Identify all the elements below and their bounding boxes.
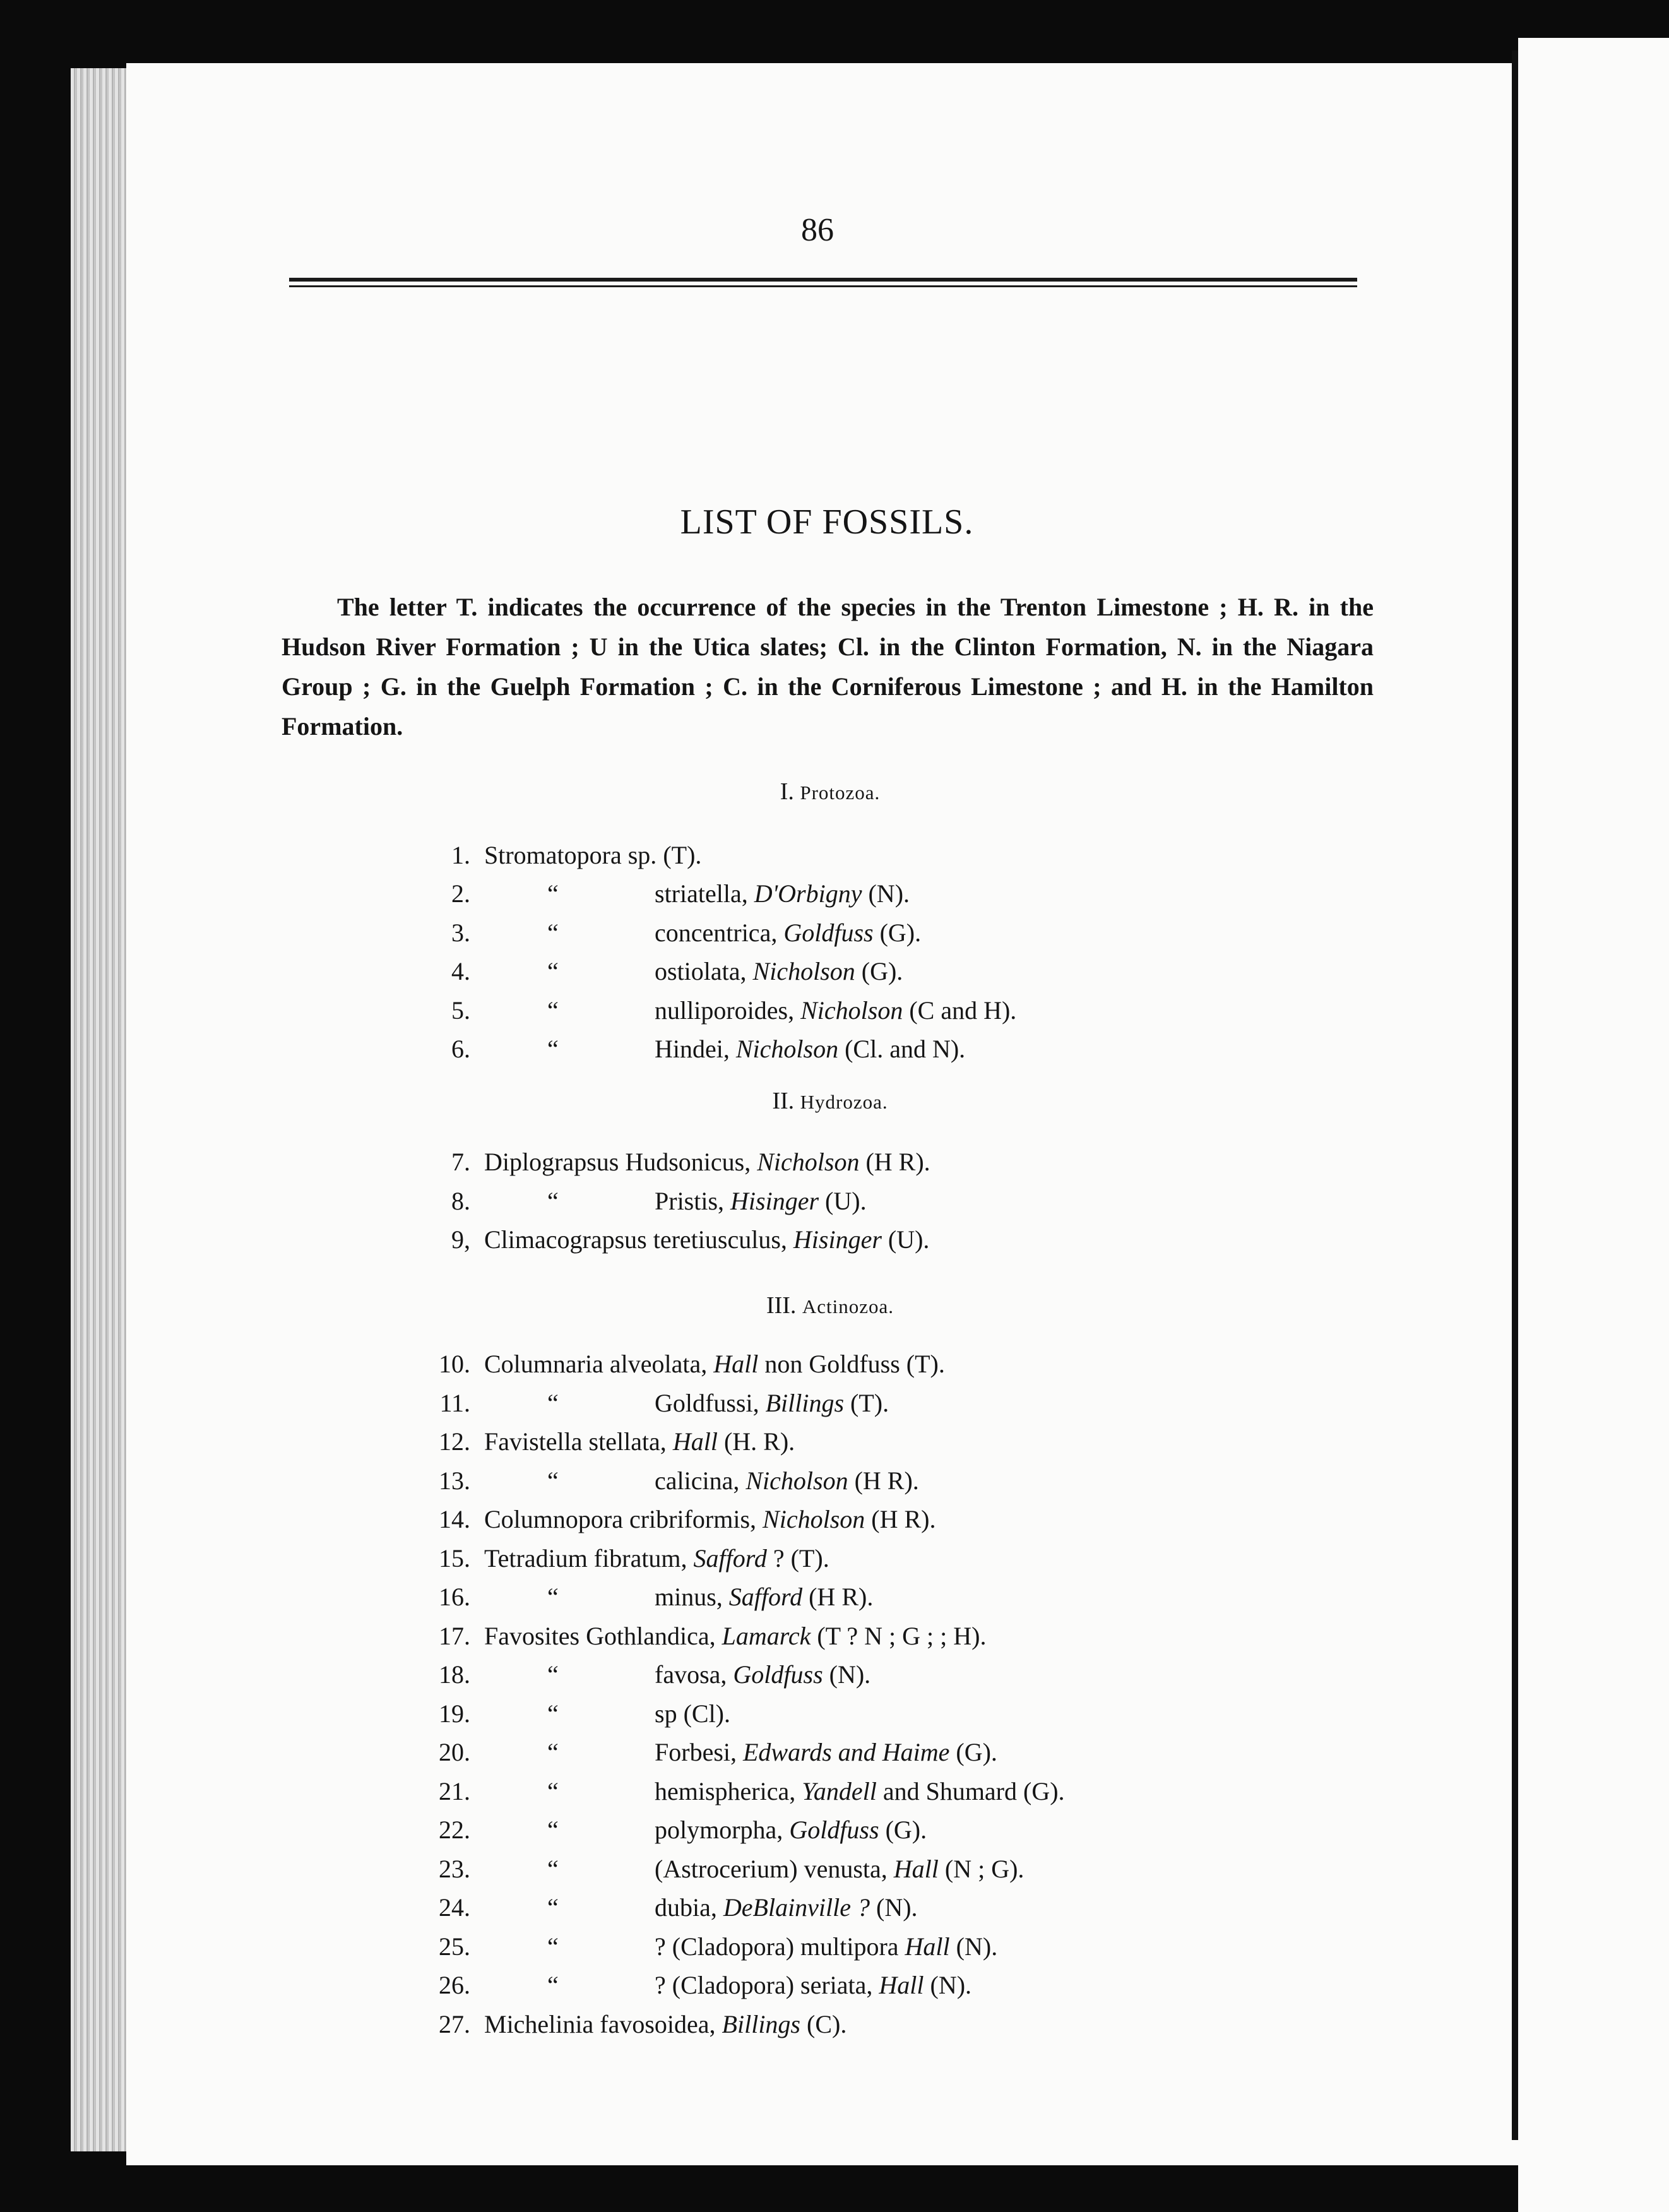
author-name: Nicholson bbox=[729, 1035, 839, 1063]
species-name: teretiusculus, bbox=[646, 1225, 787, 1254]
entry-text bbox=[484, 1504, 936, 1534]
species-name: striatella, bbox=[655, 879, 748, 908]
formation-code: and Shumard (G). bbox=[876, 1777, 1065, 1805]
author-name: DeBlainville ? bbox=[716, 1893, 870, 1922]
entry-text bbox=[484, 879, 910, 908]
entry-number: 19. bbox=[439, 1699, 470, 1728]
ditto-mark: “ bbox=[547, 1893, 559, 1922]
list-item bbox=[0, 1932, 1515, 1963]
entry-number: 16. bbox=[439, 1583, 470, 1611]
ditto-mark: “ bbox=[547, 1035, 559, 1063]
author-name: Billings bbox=[759, 1389, 845, 1417]
entry-number: 5. bbox=[451, 996, 470, 1025]
species-name: ? (Cladopora) multipora bbox=[655, 1932, 899, 1961]
species-name: Hindei, bbox=[655, 1035, 730, 1063]
formation-code: (H R). bbox=[859, 1148, 930, 1176]
entry-number: 10. bbox=[439, 1350, 470, 1378]
author-name: Hisinger bbox=[787, 1225, 882, 1254]
entry-number: 2. bbox=[451, 879, 470, 908]
author-name: Edwards and Haime bbox=[737, 1738, 950, 1766]
species-name: ? (Cladopora) seriata, bbox=[655, 1971, 873, 1999]
species-name: Pristis, bbox=[655, 1187, 725, 1215]
formation-code: (H R). bbox=[865, 1505, 936, 1533]
ditto-mark: “ bbox=[547, 1389, 559, 1417]
ditto-mark: “ bbox=[547, 879, 559, 908]
entry-text bbox=[484, 2009, 846, 2039]
genus-name: Michelinia favosoidea, bbox=[484, 2010, 716, 2038]
formation-code: (G). bbox=[879, 1816, 927, 1844]
entry-text bbox=[484, 996, 1016, 1025]
author-name: Safford bbox=[722, 1583, 803, 1611]
entry-text bbox=[484, 956, 903, 986]
author-name: Goldfuss bbox=[727, 1660, 823, 1689]
author-name: Lamarck bbox=[715, 1622, 811, 1650]
formation-code: (N). bbox=[949, 1932, 998, 1961]
entry-number: 9, bbox=[451, 1225, 470, 1254]
entry-number: 25. bbox=[439, 1932, 470, 1961]
species-name: calicina, bbox=[655, 1466, 740, 1495]
list-item bbox=[0, 1582, 1515, 1614]
list-item bbox=[0, 996, 1515, 1027]
author-name: Yandell bbox=[795, 1777, 877, 1805]
entry-number: 13. bbox=[439, 1466, 470, 1495]
author-name: Goldfuss bbox=[783, 1816, 879, 1844]
genus-name: Stromatopora sp. bbox=[484, 841, 657, 869]
author-name: Goldfuss bbox=[777, 919, 874, 947]
formation-code: (N). bbox=[870, 1893, 918, 1922]
list-item bbox=[0, 1970, 1515, 2002]
author-name: Hall bbox=[898, 1932, 950, 1961]
ditto-mark: “ bbox=[547, 1187, 559, 1215]
section-name: Actinozoa. bbox=[802, 1295, 894, 1317]
ditto-mark: “ bbox=[547, 919, 559, 947]
list-item bbox=[0, 1034, 1515, 1066]
author-name: D'Orbigny bbox=[747, 879, 862, 908]
list-item bbox=[0, 840, 1515, 872]
entry-number: 3. bbox=[451, 919, 470, 947]
entry-text bbox=[484, 918, 921, 948]
species-name: dubia, bbox=[655, 1893, 717, 1922]
species-name: minus, bbox=[655, 1583, 723, 1611]
ditto-mark: “ bbox=[547, 1855, 559, 1883]
entry-number: 12. bbox=[439, 1427, 470, 1456]
author-name: Nicholson bbox=[751, 1148, 860, 1176]
entry-text bbox=[484, 1893, 918, 1922]
author-name: Billings bbox=[715, 2010, 800, 2038]
species-name: Hudsonicus, bbox=[619, 1148, 751, 1176]
entry-number: 4. bbox=[451, 957, 470, 985]
section-roman: I. bbox=[780, 778, 794, 805]
formation-code: (C). bbox=[800, 2010, 847, 2038]
formation-code: non Goldfuss (T). bbox=[758, 1350, 945, 1378]
author-name: Hall bbox=[887, 1855, 939, 1883]
entry-text bbox=[484, 1660, 870, 1689]
entry-text bbox=[484, 1349, 945, 1379]
species-name: ostiolata, bbox=[655, 957, 747, 985]
entry-text bbox=[484, 1621, 986, 1651]
genus-name: Diplograpsus bbox=[484, 1148, 619, 1176]
formation-code: (H R). bbox=[848, 1466, 919, 1495]
formation-code: (T). bbox=[844, 1389, 889, 1417]
formation-code: (G). bbox=[873, 919, 922, 947]
entry-text bbox=[484, 1932, 997, 1961]
entry-number: 20. bbox=[439, 1738, 470, 1766]
ditto-mark: “ bbox=[547, 996, 559, 1025]
entry-number: 17. bbox=[439, 1622, 470, 1650]
author-name: Nicholson bbox=[756, 1505, 865, 1533]
entry-text bbox=[484, 1186, 867, 1216]
formation-code: (N). bbox=[823, 1660, 871, 1689]
section-heading-protozoa bbox=[0, 778, 1660, 806]
species-name: nulliporoides, bbox=[655, 996, 795, 1025]
species-name: sp (Cl). bbox=[655, 1699, 730, 1728]
list-item bbox=[0, 1225, 1515, 1256]
author-name: Nicholson bbox=[739, 1466, 848, 1495]
facing-page-edge bbox=[1518, 38, 1669, 2212]
list-item bbox=[0, 956, 1515, 988]
entry-number: 8. bbox=[451, 1187, 470, 1215]
formation-code: (H R). bbox=[802, 1583, 874, 1611]
list-item bbox=[0, 879, 1515, 910]
species-name: Forbesi, bbox=[655, 1738, 737, 1766]
author-name: Nicholson bbox=[794, 996, 903, 1025]
formation-code: (C and H). bbox=[903, 996, 1017, 1025]
intro-paragraph: The letter T. indicates the occurrence of the species in the Trenton Limestone ; H. R. in the Hudson River Formation ; U in the Utica slates; Cl. in the Clinton Formation, N. in the Niagara Group ; G. in the Guelph Formation ; C. in the Corniferous Limestone ; and H. in the Hamilton Formation. bbox=[282, 593, 1374, 740]
list-item bbox=[0, 1737, 1515, 1769]
genus-name: Columnaria alveolata, bbox=[484, 1350, 708, 1378]
ditto-mark: “ bbox=[547, 1699, 559, 1728]
formation-code: (N ; G). bbox=[938, 1855, 1025, 1883]
list-item bbox=[0, 1815, 1515, 1846]
author-name: Hall bbox=[872, 1971, 924, 1999]
author-name: Hall bbox=[666, 1427, 718, 1456]
genus-name: Climacograpsus bbox=[484, 1225, 647, 1254]
entry-number: 24. bbox=[439, 1893, 470, 1922]
entry-text bbox=[484, 1582, 873, 1612]
formation-code: (Cl. and N). bbox=[838, 1035, 966, 1063]
entry-number: 22. bbox=[439, 1816, 470, 1844]
list-item bbox=[0, 1854, 1515, 1886]
entry-text bbox=[484, 1970, 971, 2000]
ditto-mark: “ bbox=[547, 1660, 559, 1689]
entry-text bbox=[484, 1427, 795, 1456]
entry-text bbox=[484, 1466, 919, 1495]
species-name: hemispherica, bbox=[655, 1777, 796, 1805]
formation-code: (N). bbox=[924, 1971, 972, 1999]
formation-code: (T ? N ; G ; ; H). bbox=[811, 1622, 987, 1650]
section-roman: III. bbox=[766, 1292, 797, 1319]
entry-number: 23. bbox=[439, 1855, 470, 1883]
entry-number: 6. bbox=[451, 1035, 470, 1063]
entry-text bbox=[484, 1737, 997, 1767]
list-item bbox=[0, 918, 1515, 949]
ditto-mark: “ bbox=[547, 957, 559, 985]
list-item bbox=[0, 1186, 1515, 1218]
entry-number: 15. bbox=[439, 1544, 470, 1573]
entry-number: 18. bbox=[439, 1660, 470, 1689]
entry-text bbox=[484, 1815, 927, 1845]
list-item bbox=[0, 2009, 1515, 2041]
list-item bbox=[0, 1349, 1515, 1381]
entry-text bbox=[484, 1034, 965, 1064]
formation-code: (U). bbox=[881, 1225, 930, 1254]
genus-name: Tetradium fibratum, bbox=[484, 1544, 687, 1573]
page-title: LIST OF FOSSILS. bbox=[680, 502, 974, 542]
formation-code: (G). bbox=[855, 957, 903, 985]
species-name: concentrica, bbox=[655, 919, 778, 947]
entry-number: 11. bbox=[439, 1389, 470, 1417]
section-name: Protozoa. bbox=[800, 782, 881, 804]
entry-text bbox=[484, 840, 701, 870]
list-item bbox=[0, 1147, 1515, 1179]
list-item bbox=[0, 1543, 1515, 1575]
list-item bbox=[0, 1660, 1515, 1691]
list-item bbox=[0, 1776, 1515, 1808]
list-item bbox=[0, 1699, 1515, 1730]
ditto-mark: “ bbox=[547, 1777, 559, 1805]
entry-text bbox=[484, 1225, 929, 1254]
entry-number: 1. bbox=[451, 841, 470, 869]
section-name: Hydrozoa. bbox=[800, 1091, 888, 1113]
ditto-mark: “ bbox=[547, 1816, 559, 1844]
list-item bbox=[0, 1621, 1515, 1653]
section-roman: II. bbox=[772, 1088, 795, 1114]
header-rule-thin bbox=[289, 285, 1357, 287]
list-item bbox=[0, 1504, 1515, 1536]
species-name: (Astrocerium) venusta, bbox=[655, 1855, 888, 1883]
entry-text bbox=[484, 1147, 930, 1177]
entry-text bbox=[484, 1543, 829, 1573]
page-number: 86 bbox=[801, 212, 834, 248]
formation-code: (N). bbox=[862, 879, 910, 908]
author-name: Hall bbox=[707, 1350, 759, 1378]
entry-number: 14. bbox=[439, 1505, 470, 1533]
list-item bbox=[0, 1466, 1515, 1497]
entry-number: 27. bbox=[439, 2010, 470, 2038]
author-name: Safford bbox=[687, 1544, 767, 1573]
entry-number: 21. bbox=[439, 1777, 470, 1805]
header-rule bbox=[289, 278, 1357, 282]
genus-name: Columnopora cribriformis, bbox=[484, 1505, 757, 1533]
section-heading-hydrozoa bbox=[0, 1087, 1660, 1115]
section-heading-actinozoa bbox=[0, 1292, 1660, 1319]
formation-code: (G). bbox=[949, 1738, 997, 1766]
species-name: favosa, bbox=[655, 1660, 727, 1689]
entry-text bbox=[484, 1854, 1024, 1884]
ditto-mark: “ bbox=[547, 1583, 559, 1611]
formation-code: ? (T). bbox=[766, 1544, 829, 1573]
ditto-mark: “ bbox=[547, 1738, 559, 1766]
genus-name: Favistella stellata, bbox=[484, 1427, 667, 1456]
entry-number: 7. bbox=[451, 1148, 470, 1176]
ditto-mark: “ bbox=[547, 1971, 559, 1999]
list-item bbox=[0, 1427, 1515, 1458]
species-name: polymorpha, bbox=[655, 1816, 783, 1844]
species-name: Goldfussi, bbox=[655, 1389, 759, 1417]
ditto-mark: “ bbox=[547, 1932, 559, 1961]
entry-number: 26. bbox=[439, 1971, 470, 1999]
author-name: Nicholson bbox=[746, 957, 855, 985]
entry-text bbox=[484, 1776, 1065, 1806]
author-name: Hisinger bbox=[724, 1187, 819, 1215]
entry-text bbox=[484, 1699, 730, 1728]
genus-name: Favosites Gothlandica, bbox=[484, 1622, 716, 1650]
list-item bbox=[0, 1893, 1515, 1924]
list-item bbox=[0, 1388, 1515, 1420]
entry-text bbox=[484, 1388, 889, 1418]
ditto-mark: “ bbox=[547, 1466, 559, 1495]
formation-code: (U). bbox=[819, 1187, 867, 1215]
formation-code: (T). bbox=[656, 841, 702, 869]
formation-code: (H. R). bbox=[717, 1427, 795, 1456]
